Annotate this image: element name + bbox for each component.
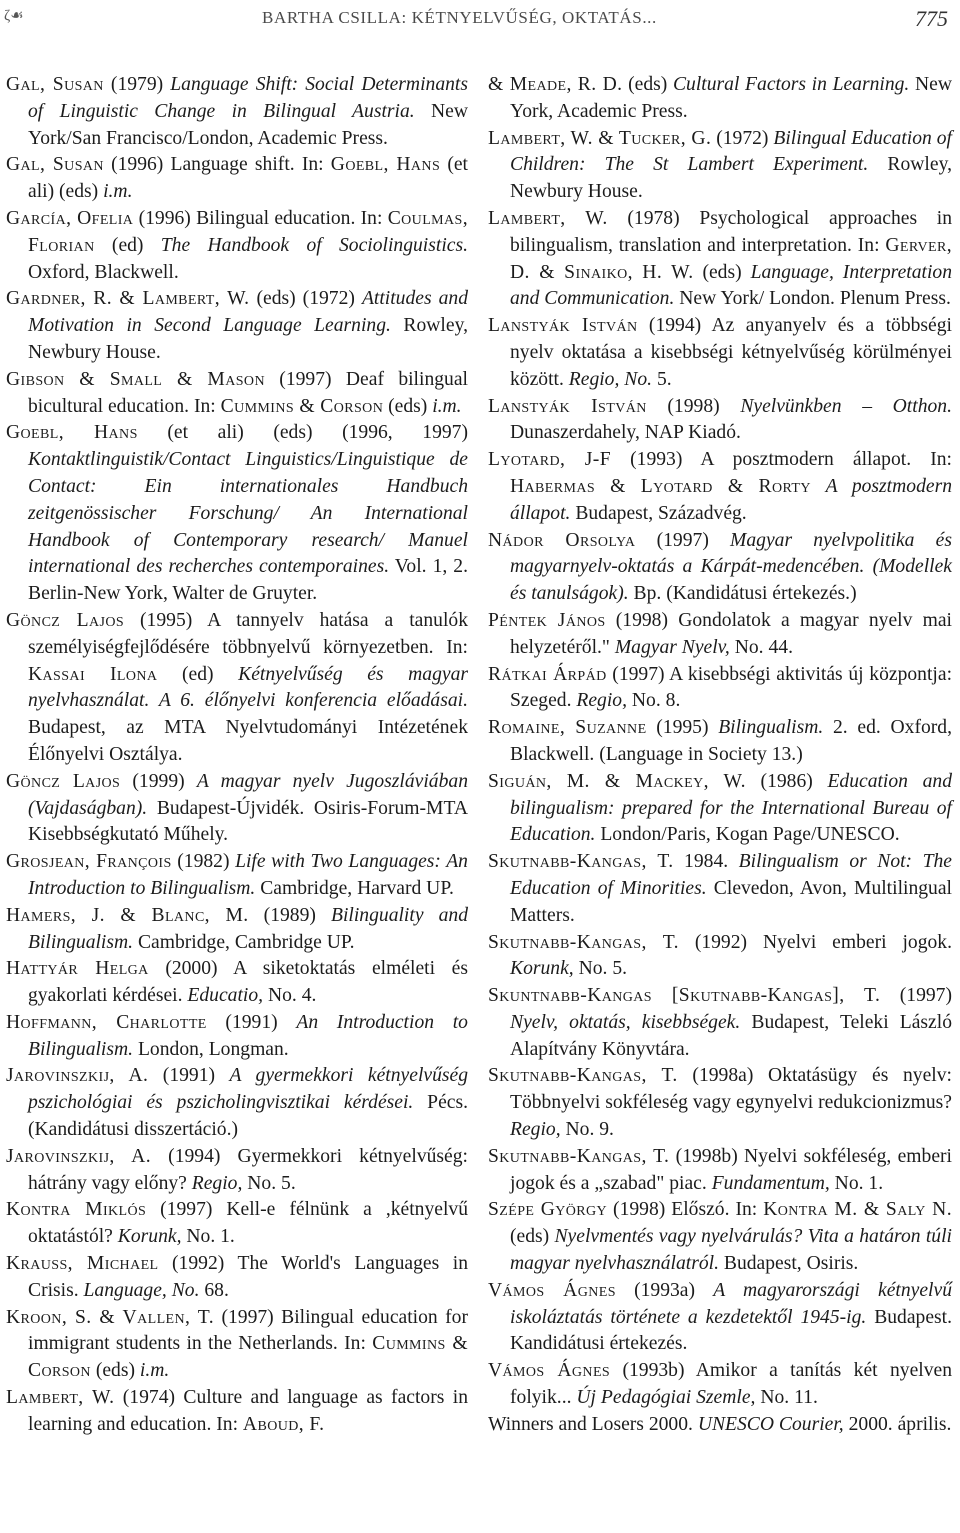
bibliography-entry [488,849,952,929]
entry-text: No. 1. [829,1172,884,1194]
entry-text: (1978) Psychological approaches in bilingualism, translation and interpretation. In: [510,207,953,256]
entry-text: (1974) Culture and language as factors in learning and education. In: [28,1387,468,1435]
entry-text: (1996) Bilingual education. In: [133,207,388,229]
bibliography-entry [6,152,468,206]
entry-author: Hamers, J. & Blanc, M. [6,904,249,926]
entry-text: Budapest, Osiris. [718,1253,859,1275]
entry-text: (1992) Nyelvi emberi jogok. [678,931,952,953]
entry-title: Bilingualism. [718,717,824,739]
entry-text: (1998b) Nyelvi sokféleség, emberi jogok és a „szabad" piac. [510,1145,952,1194]
entry-text: (1993b) Amikor a tanítás két nyelven folyik... [510,1360,952,1409]
entry-author: Goebl, Hans [330,154,441,176]
entry-text: Bp. (Kandidátusi értekezés.) [628,583,857,605]
entry-author: Romaine, Suzanne [488,717,647,739]
bibliography-entry [6,1305,468,1385]
bibliography-entry [488,126,952,206]
entry-title: UNESCO Courier, [697,1413,844,1435]
entry-title: Regio, [576,690,627,712]
entry-title: A magyar nyelv Jugoszláviában (Vajdaságban). [28,770,468,819]
entry-author: Gal, Susan [6,154,104,176]
entry-text: (1998a) Oktatásügy és nyelv: Többnyelvi sokféleség vagy egynyelvi redukcionizmus? [510,1065,952,1114]
entry-title: Bilinguality and Bilingualism. [28,904,468,953]
entry-text: Budapest, Századvég. [570,502,747,524]
bibliography-entry [6,1385,468,1439]
entry-author: Gal, Susan [6,74,104,95]
entry-author: Lambert, W. & Tucker, G. [488,127,712,149]
entry-title: Kontaktlinguistik/Contact Linguistics/Linguistique de Contact: Ein internationales Handbuch zeitgenössischer Forschung/ An International Handbook of Contemporary research/ Manuel international des recherches contemporaines. [28,449,468,578]
entry-text: (1991) [206,1011,297,1033]
entry-author: Vámos Ágnes [488,1279,616,1301]
entry-title: Korunk, [510,958,574,980]
entry-title: Nyelvünkben – Otthon. [740,395,952,417]
entry-author: Habermas & Lyotard & Rorty [510,475,811,497]
bibliography-entry [6,903,468,957]
entry-text: No. 11. [755,1387,818,1409]
entry-text: No. 4. [263,985,317,1007]
bibliography-entry [6,367,468,421]
entry-author: Hoffmann, Charlotte [6,1011,207,1033]
entry-author: Jarovinszkij, A. [6,1145,152,1167]
entry-text: New York/San Francisco/London, Academic Press. [28,100,468,149]
entry-text: (eds) [383,395,433,417]
bibliography-entry [6,956,468,1010]
entry-title: The Handbook of Sociolinguistics. [160,234,468,256]
bibliography-entry [6,1144,468,1198]
entry-text: Rowley, Newbury House. [28,315,468,363]
entry-text: (1979) [103,74,171,95]
entry-title: i.m. [432,395,462,417]
entry-title: Nyelv, oktatás, kisebbségek. [510,1011,741,1033]
bibliography-entry [488,930,952,984]
entry-title: Kétnyelvűség és magyar nyelvhasználat. A 6. élőnyelvi konferencia előadásai. [28,663,469,712]
bibliography-entry [488,1197,952,1277]
entry-author: Hattyár Helga [6,958,149,980]
entry-title: Education and bilingualism: prepared for the International Bureau of Education. [510,770,952,846]
entry-author: Göncz Lajos [6,609,125,631]
bibliography-entry [6,1251,468,1305]
entry-text: 2. ed. Oxford, Blackwell. (Language in Society 13.) [510,717,952,765]
entry-text: (1996) Language shift. In: [103,154,331,176]
entry-author: Göncz Lajos [6,770,121,792]
bibliography-entry [6,286,468,366]
entry-author: Lyotard, J-F [488,449,612,471]
entry-text: Oxford, Blackwell. [28,261,179,283]
bibliography-entry [6,1063,468,1143]
entry-author: Skutnabb-Kangas, T. [488,1145,670,1167]
entry-author: Lambert, W. [488,207,608,229]
entry-text: 68. [199,1279,229,1301]
bibliography-entry [488,608,952,662]
entry-text: (et ali) (eds) (1996, 1997) [137,422,469,444]
entry-title: A gyermekkori kétnyelvűség pszichológiai és pszicholingvisztikai kérdései. [28,1065,468,1114]
entry-text: (1995) [646,717,719,739]
entry-title: Fundamentum, [711,1172,830,1194]
bibliography-entry [488,1358,952,1412]
entry-author: Skutnabb-Kangas, T. [488,851,674,873]
entry-title: Regio, No. [568,368,653,390]
entry-text: 1984. [673,851,739,873]
entry-title: Language Shift: Social Determinants of Linguistic Change in Bilingual Austria. [28,74,468,122]
entry-title: Language, No. [83,1279,200,1301]
entry-text: (ed) [94,234,161,256]
entry-text: (1997) [635,529,731,551]
bibliography-entry [488,313,952,393]
entry-title: Regio, [510,1119,561,1141]
bibliography-entry [488,394,952,448]
entry-text: New York/ London. Plenum Press. [674,288,951,310]
entry-text: (eds) [622,74,673,95]
entry-title: An Introduction to Bilingualism. [28,1011,468,1060]
entry-text: (1994) Gyermekkori kétnyelvűség: hátrány vagy előny? [28,1145,468,1194]
entry-text: No. 8. [627,690,681,712]
entry-text: (1997) Kell-e félnünk a ,kétnyelvű oktatástól? [28,1199,468,1248]
entry-author: Gardner, R. & Lambert, W. [6,288,250,310]
entry-title: Magyar nyelvpolitika és magyarnyelv-oktatás a Kárpát-medencében. (Modellek és tanulságok). [510,529,952,605]
entry-title: Regio, [191,1172,243,1194]
entry-title: Attitudes and Motivation in Second Language Learning. [28,288,469,337]
entry-text: (ed) [157,663,239,685]
entry-author: Vámos Ágnes [488,1360,611,1382]
entry-author: Krauss, Michael [6,1253,159,1275]
entry-title: Cultural Factors in Learning. [672,74,910,95]
entry-text: Clevedon, Avon, Multilingual Matters. [510,877,952,926]
bibliography-column-left [6,72,468,1439]
bibliography-entry [6,420,468,608]
bibliography-entry [6,769,468,849]
running-title: BARTHA CSILLA: KÉTNYELVŰSÉG, OKTATÁS... [262,8,657,27]
entry-text: London/Paris, Kogan Page/UNESCO. [595,824,900,846]
entry-text: No. 44. [729,636,793,658]
entry-text: Winners and Losers 2000. [488,1413,698,1435]
entry-text: (1998) [646,395,741,417]
entry-text: (1997) A kisebbségi aktivitás új központja: Szeged. [510,663,953,712]
entry-text: Budapest, Teleki László Alapítvány Könyvtára. [510,1011,952,1060]
bibliography-entry [6,1010,468,1064]
entry-text: Budapest, az MTA Nyelvtudományi Intézetének Élőnyelvi Osztálya. [28,717,468,765]
entry-author: Rátkai Árpád [488,663,607,685]
entry-text: Dunaszerdahely, NAP Kiadó. [510,422,741,444]
bibliography-entry [6,72,468,152]
entry-text: (1997) Bilingual education for immigrant students in the Netherlands. In: [28,1306,468,1355]
page-number: 775 [915,6,948,31]
entry-text: (1994) Az anyanyelv és a többségi nyelv oktatása a kisebbségi kétnyelvűség körülményei között. [510,315,952,390]
entry-author: & Meade, R. D. [488,74,623,95]
entry-text: (1999) [120,770,197,792]
entry-text: (1997) [880,985,952,1007]
entry-text: (2000) A siketoktatás elméleti és gyakorlati kérdései. [28,958,468,1007]
entry-author: Gerver, D. & Sinaiko, H. W. [510,234,952,283]
entry-author: Kontra M. & Saly N. [763,1199,952,1221]
entry-text: (1986) [745,770,828,792]
entry-text: No. 1. [181,1226,235,1248]
entry-author: Siguán, M. & Mackey, W. [488,770,746,792]
entry-text: (eds) [693,261,751,283]
bibliography-entry [488,72,952,126]
running-header [0,0,960,40]
entry-text: (1993a) [615,1279,714,1301]
bibliography-entry [488,662,952,716]
entry-text: Rowley, Newbury House. [510,154,952,203]
entry-author: Lanstyák István [488,315,638,337]
bibliography-entry [6,206,468,286]
entry-author: Kontra Miklós [6,1199,147,1221]
entry-text: No. 5. [573,958,628,980]
entry-title: Nyelvmentés vagy nyelvárulás? Vita a határon túli magyar nyelvhasználatról. [510,1226,952,1275]
entry-text: (eds) [90,1360,140,1382]
entry-author: Coulmas, Florian [28,207,468,256]
entry-author: Szépe György [488,1199,608,1221]
entry-text: 5. [652,368,672,390]
entry-text: Budapest-Újvidék. Osiris-Forum-MTA Kisebbségkutató Műhely. [28,797,468,846]
entry-title: Life with Two Languages: An Introduction to Bilingualism. [28,851,468,899]
entry-author: Kroon, S. & Vallen, T. [6,1306,214,1328]
bibliography-entry [488,447,952,527]
entry-text: (et ali) (eds) [28,154,468,203]
entry-title: A posztmodern állapot. [510,475,952,524]
ornament-icon: ζ☙ [4,8,24,24]
entry-title: Language, Interpretation and Communication. [510,261,952,310]
entry-text: (1972) [711,127,774,149]
entry-text: Cambridge, Cambridge UP. [133,931,355,953]
entry-author: Skutnabb-Kangas, T. [488,1065,678,1087]
entry-author: Jarovinszkij, A. [6,1065,149,1087]
entry-text: No. 5. [242,1172,296,1194]
entry-title: Korunk, [117,1226,182,1248]
bibliography-entry [488,1144,952,1198]
bibliography-entry [488,1412,952,1439]
entry-title: Új Pedagógiai Szemle, [576,1387,756,1409]
entry-author: Gibson & Small & Mason [6,368,265,390]
entry-author: Cummins & Corson [220,395,384,417]
entry-title: Bilingualism or Not: The Education of Minorities. [510,851,952,899]
entry-text: Budapest. Kandidátusi értekezés. [510,1306,953,1355]
bibliography-entry [488,769,952,849]
entry-author: Kassai Ilona [28,663,158,685]
bibliography-entry [488,1278,952,1358]
entry-title: Magyar Nyelv, [614,636,730,658]
bibliography-column-right [488,72,952,1439]
entry-text: Pécs. (Kandidátusi disszertáció.) [28,1092,468,1141]
entry-author: García, Ofelia [6,207,134,229]
bibliography-entry [6,849,468,903]
entry-text [811,476,826,497]
entry-author: Goebl, Hans [6,422,138,444]
entry-text: (1998) Gondolatok a magyar nyelv mai helyzetéről." [510,609,952,658]
entry-title: i.m. [139,1360,170,1382]
entry-author: Péntek János [488,609,606,631]
entry-author: Nádor Orsolya [488,529,636,551]
entry-text: (1992) The World's Languages in Crisis. [28,1253,468,1301]
entry-title: Bilingual Education of Children: The St Lambert Experiment. [510,127,952,176]
entry-text: (1982) [171,851,236,873]
entry-author: Aboud, F. [242,1413,325,1435]
entry-author: Skuntnabb-Kangas [Skutnabb-Kangas], T. [488,985,881,1007]
entry-text: (1998) Előszó. In: [607,1199,764,1221]
entry-title: A magyarországi kétnyelvű iskoláztatás története a kezdetektől 1945-ig. [510,1279,952,1328]
entry-author: Cummins & Corson [28,1333,469,1382]
entry-text: No. 9. [560,1119,614,1141]
entry-text: Cambridge, Harvard UP. [255,877,454,899]
bibliography-entry [488,715,952,769]
bibliography-entry [488,528,952,608]
entry-text: 2000. április. [843,1413,952,1435]
bibliography-entry [488,206,952,313]
entry-text: (1997) Deaf bilingual bicultural education. In: [28,368,468,417]
entry-text: (1993) A posztmodern állapot. In: [611,449,952,471]
entry-text: New York, Academic Press. [510,74,952,122]
entry-text: (eds) [510,1226,555,1248]
entry-text: (1989) [248,904,331,926]
entry-author: Lanstyák István [488,395,647,417]
bibliography-entry [488,1063,952,1143]
bibliography-entry [6,1197,468,1251]
bibliography-entry [6,608,468,769]
entry-author: Skutnabb-Kangas, T. [488,931,679,953]
entry-text: (1995) A tannyelv hatása a tanulók személyiségfejlődésére többnyelvű környezetben. In: [28,609,468,658]
entry-author: Grosjean, François [6,851,172,873]
entry-title: Educatio, [187,985,264,1007]
entry-author: Lambert, W. [6,1387,115,1409]
bibliography-entry [488,983,952,1063]
entry-text: (eds) (1972) [249,288,362,310]
entry-text: Vol. 1, 2. Berlin-New York, Walter de Gruyter. [28,556,468,605]
entry-title: i.m. [103,181,133,203]
entry-text: (1991) [148,1065,230,1087]
entry-text: London, Longman. [133,1038,289,1060]
